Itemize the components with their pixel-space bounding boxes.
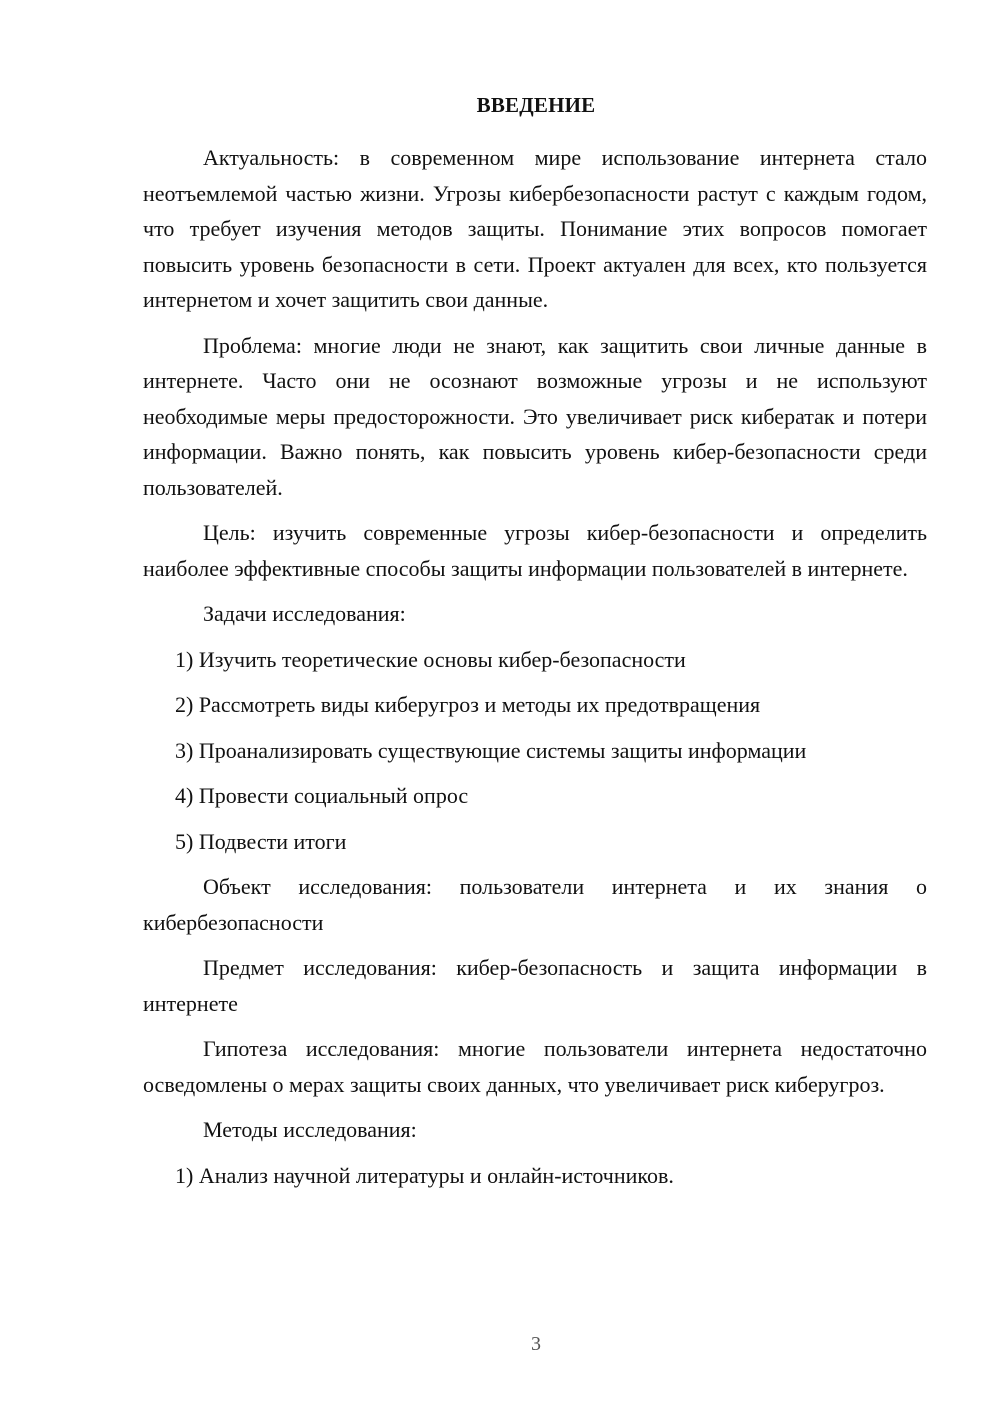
list-item: 1) Изучить теоретические основы кибер-безопасности — [175, 646, 686, 672]
page-number: 3 — [531, 1333, 541, 1355]
methods-title: Методы исследования: — [203, 1117, 417, 1142]
relevance-paragraph: Актуальность: в современном мире использование интернета стало неотъемлемой частью жизни. Угрозы кибербезопасности растут с каждым годом, что требует изучения методов защиты. Понимание этих вопросов помогает повысить уровень безопасности в сети. Проект актуален для всех, кто пользуется интернетом и хочет защитить свои данные. — [143, 145, 927, 312]
list-item: 4) Провести социальный опрос — [175, 783, 469, 808]
list-item: 2) Рассмотреть виды киберугроз и методы их предотвращения — [175, 692, 761, 717]
hypothesis-paragraph: Гипотеза исследования: многие пользователи интернета недостаточно осведомлены о мерах защиты своих данных, что увеличивает риск киберугроз. — [143, 1036, 927, 1097]
tasks-title: Задачи исследования: — [203, 601, 406, 626]
list-item: 5) Подвести итоги — [175, 828, 347, 854]
goal-paragraph: Цель: изучить современные угрозы кибер-безопасности и определить наиболее эффективные способы защиты информации пользователей в интернете. — [143, 520, 927, 581]
list-item: 3) Проанализировать существующие системы защиты информации — [175, 737, 807, 763]
problem-paragraph: Проблема: многие люди не знают, как защитить свои личные данные в интернете. Часто они не осознают возможные угрозы и не используют необходимые меры предосторожности. Это увеличивает риск кибератак и потери информации. Важно понять, как повысить уровень кибер-безопасности среди пользователей. — [143, 332, 927, 500]
subject-paragraph: Предмет исследования: кибер-безопасность и защита информации в интернете — [143, 955, 927, 1016]
object-paragraph: Объект исследования: пользователи интернета и их знания о кибербезопасности — [143, 874, 927, 935]
document-body — [143, 140, 927, 1203]
list-item: 1) Анализ научной литературы и онлайн-источников. — [175, 1162, 674, 1188]
section-heading: ВВЕДЕНИЕ — [476, 93, 596, 117]
